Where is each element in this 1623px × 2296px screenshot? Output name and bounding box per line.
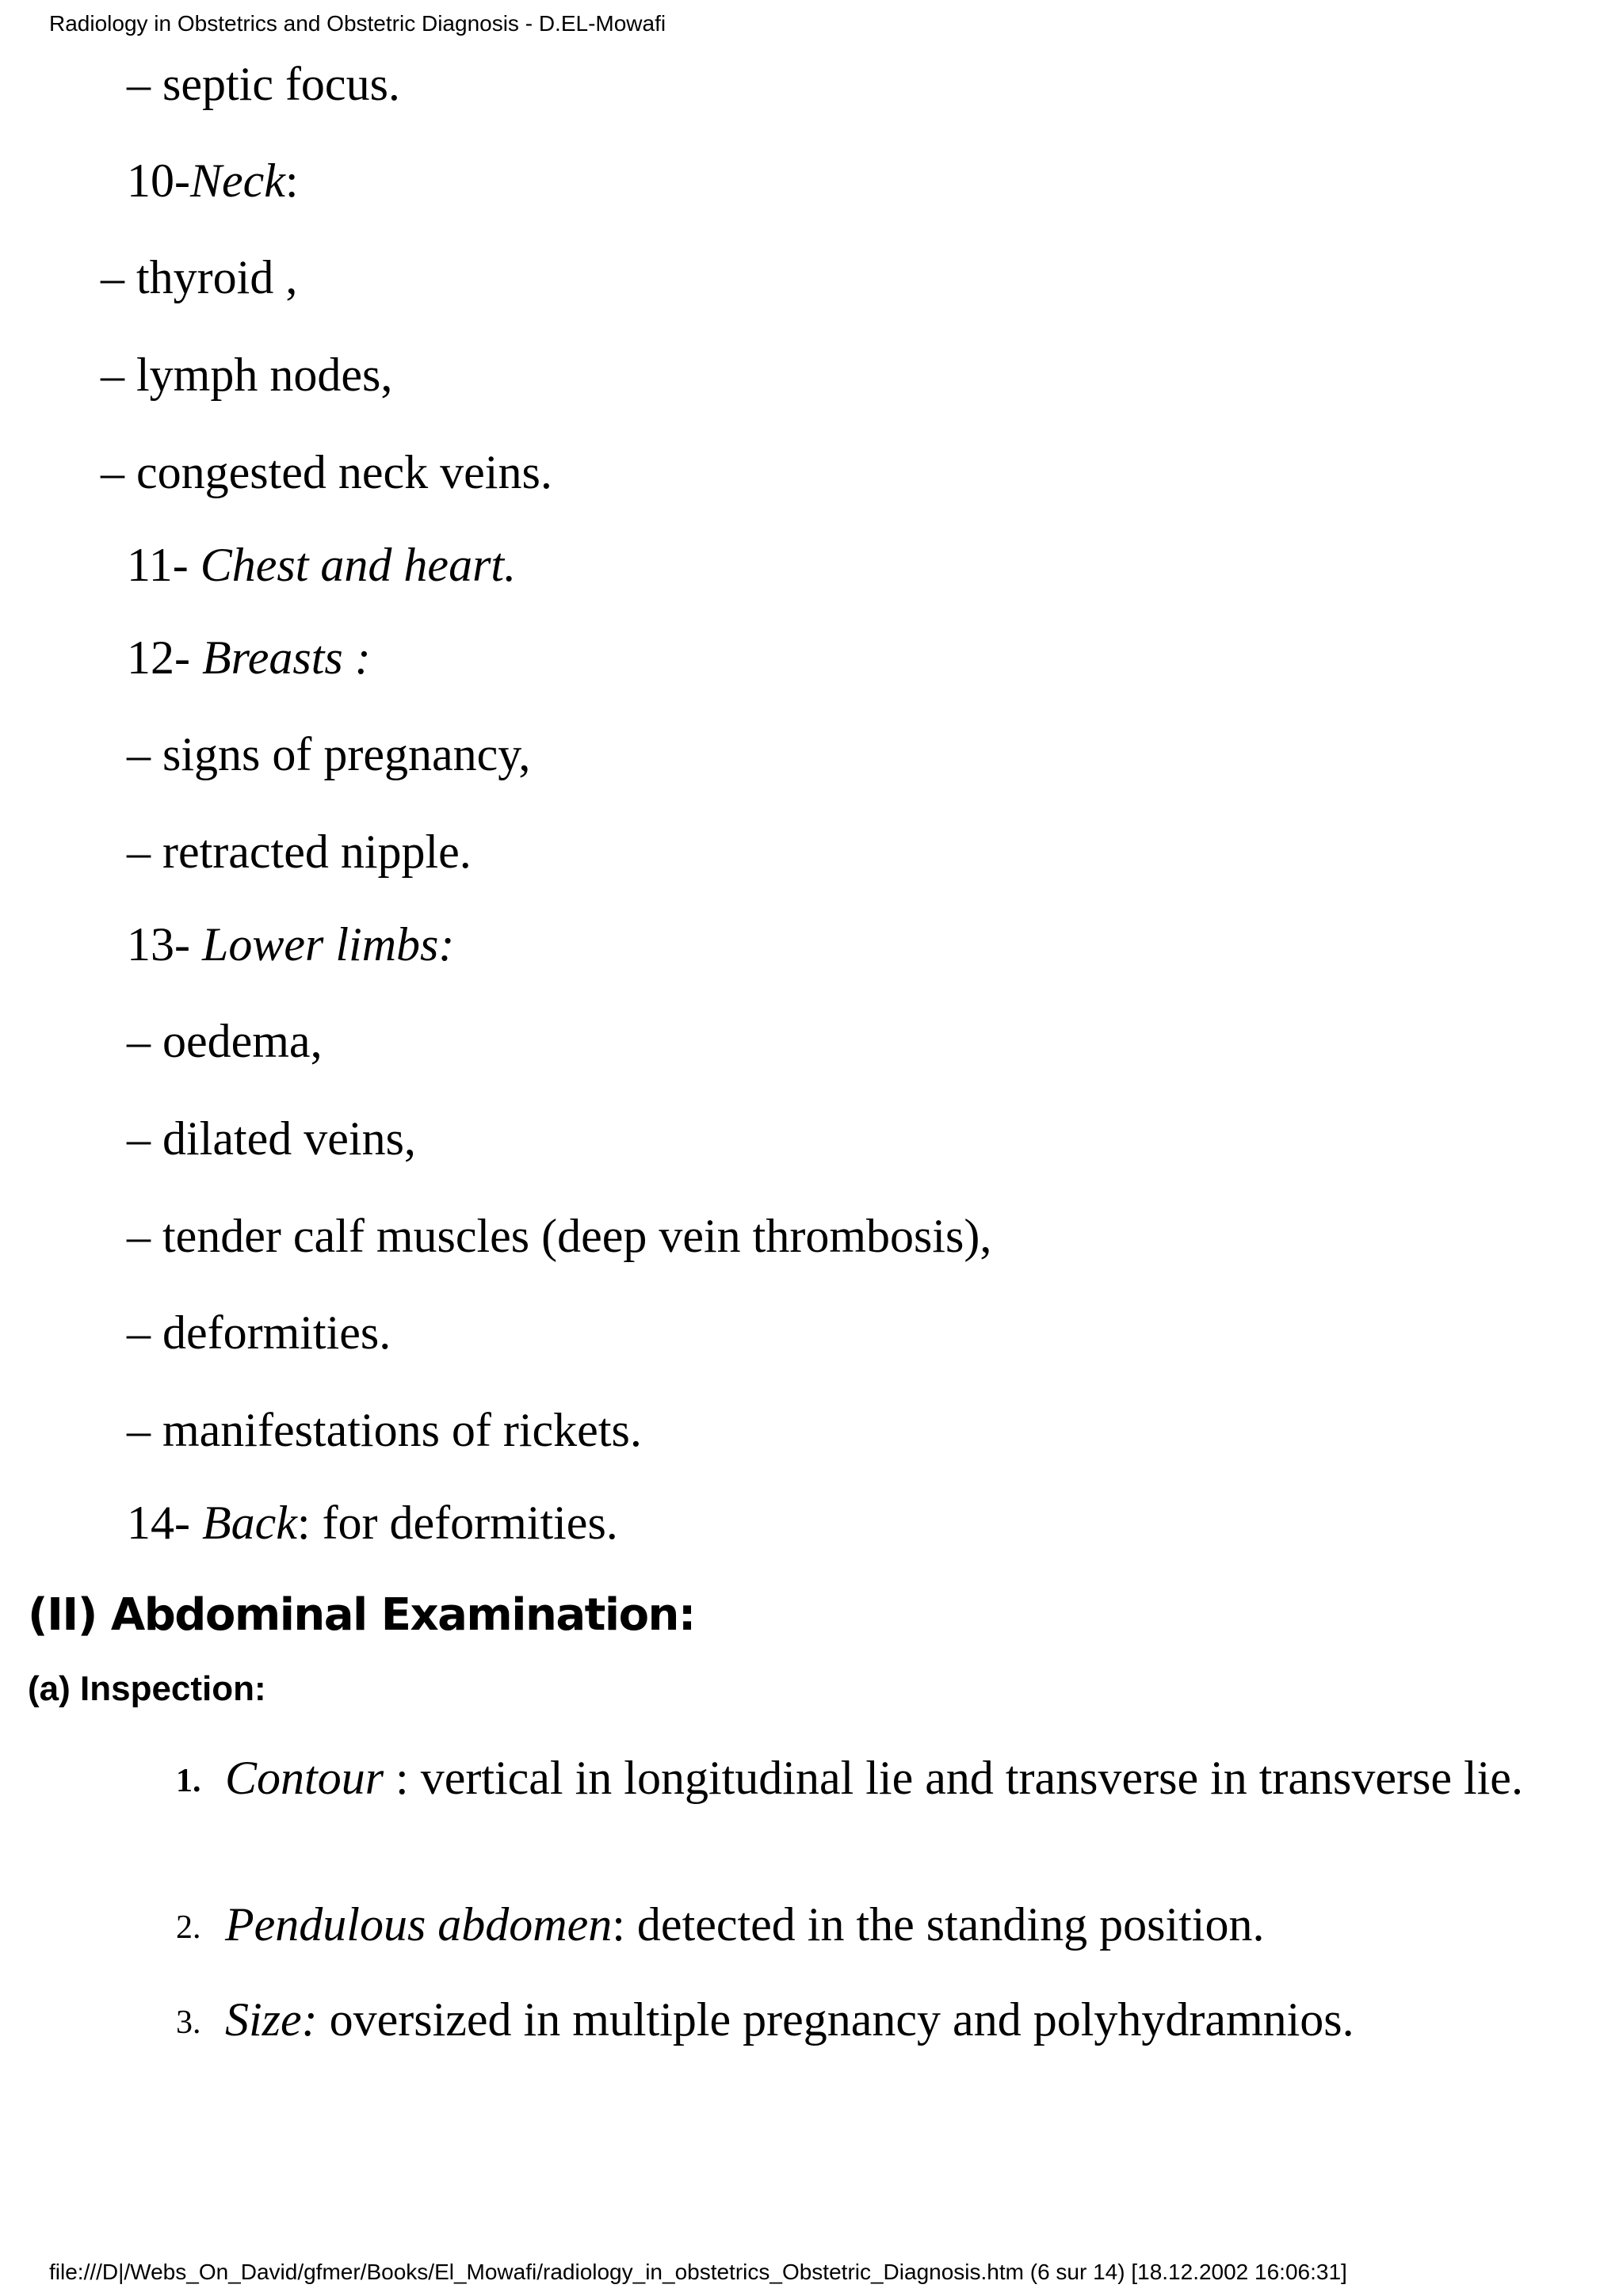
- list-number: 3.: [176, 2004, 201, 2041]
- lower-limbs-item-veins: – dilated veins,: [127, 1112, 416, 1165]
- breasts-item-nipple: – retracted nipple.: [127, 826, 472, 878]
- neck-item-neck-veins: – congested neck veins.: [101, 446, 552, 498]
- contour-term: Contour: [225, 1752, 384, 1804]
- print-header: Radiology in Obstetrics and Obstetric Diagnosis - D.EL-Mowafi: [49, 11, 666, 36]
- breasts-heading: [127, 629, 371, 686]
- lower-limbs-heading: [127, 916, 454, 973]
- size-term: Size:: [225, 1993, 318, 2046]
- breasts-title: Breasts :: [201, 631, 371, 684]
- size-text: oversized in multiple pregnancy and polyhydramnios.: [317, 1993, 1354, 2046]
- list-number: 1.: [176, 1763, 201, 1799]
- inspection-item-contour: [176, 1751, 1525, 1805]
- abdominal-exam-heading: (II) Abdominal Examination:: [28, 1589, 695, 1641]
- inspection-item-size: [176, 1993, 1525, 2046]
- neck-item-lymph-nodes: – lymph nodes,: [101, 349, 393, 401]
- back-text: : for deformities.: [296, 1497, 618, 1549]
- neck-item-thyroid: – thyroid ,: [101, 251, 298, 303]
- lower-limbs-number: 13-: [127, 918, 202, 971]
- pendulous-term: Pendulous abdomen: [225, 1898, 613, 1951]
- back-title: Back: [201, 1497, 297, 1549]
- chest-heading: [127, 536, 516, 593]
- lower-limbs-item-deformities: – deformities.: [127, 1306, 391, 1359]
- print-footer: file:///D|/Webs_On_David/gfmer/Books/El_Mowafi/radiology_in_obstetrics_Obstetric_Diagnosis.htm (6 sur 14) [18.12.2002 16:06:31]: [49, 2260, 1347, 2284]
- contour-text: : vertical in longitudinal lie and transverse in transverse lie.: [384, 1752, 1523, 1804]
- list-number: 2.: [176, 1909, 201, 1946]
- pendulous-text: : detected in the standing position.: [612, 1898, 1265, 1951]
- inspection-item-pendulous: [176, 1897, 1525, 1951]
- inspection-subheading: (a) Inspection:: [28, 1669, 266, 1708]
- chest-title: Chest and heart.: [200, 539, 517, 591]
- back-number: 14-: [127, 1497, 202, 1549]
- lower-limbs-item-oedema: – oedema,: [127, 1015, 323, 1067]
- neck-suffix: :: [285, 154, 299, 207]
- back-item: [127, 1494, 618, 1551]
- lower-limbs-title: Lower limbs:: [201, 918, 455, 971]
- breasts-item-signs: – signs of pregnancy,: [127, 728, 531, 780]
- neck-number: 10-: [127, 154, 190, 207]
- neck-heading: [127, 152, 299, 209]
- septic-focus-item: – septic focus.: [127, 58, 400, 110]
- lower-limbs-item-calf: – tender calf muscles (deep vein thrombosis),: [127, 1210, 992, 1262]
- chest-number: 11-: [127, 539, 200, 591]
- neck-title: Neck: [189, 154, 285, 207]
- lower-limbs-item-rickets: – manifestations of rickets.: [127, 1404, 642, 1456]
- breasts-number: 12-: [127, 631, 202, 684]
